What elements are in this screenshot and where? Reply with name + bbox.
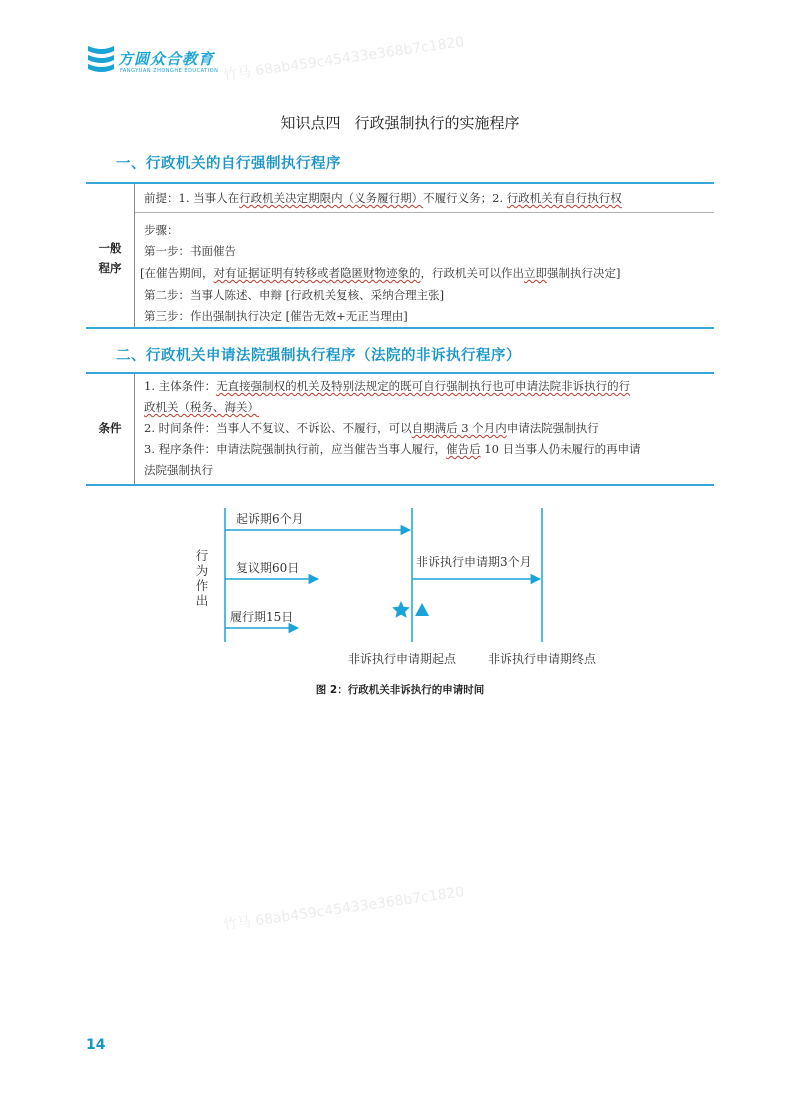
section2-condition-3-cont: 法院强制执行 <box>144 463 213 477</box>
timeline-diagram <box>0 500 800 670</box>
section2-condition-3: 3. 程序条件：申请法院强制执行前，应当催告当事人履行，催告后 10 日当事人仍未履行的再申请 <box>144 442 641 456</box>
section1-step3: 第三步：作出强制执行决定 [催告无效+无正当理由] <box>144 309 408 323</box>
figure-caption: 图 2：行政机关非诉执行的申请时间 <box>315 684 485 696</box>
section2-condition-1-cont: 政机关（税务、海关） <box>144 400 259 414</box>
logo-mark-icon <box>86 42 116 78</box>
section2-top-rule <box>86 372 714 374</box>
section1-step1-note: [在催告期间，对有证据证明有转移或者隐匿财物迹象的，行政机关可以作出立即强制执行决定] <box>140 266 621 280</box>
section1-row-label-2: 程序 <box>98 261 122 275</box>
section2-condition-1: 1. 主体条件：无直接强制权的机关及特别法规定的既可自行强制执行也可申请法院非诉执行的行 <box>144 379 631 393</box>
section2-condition-2: 2. 时间条件：当事人不复议、不诉讼、不履行，可以自期满后 3 个月内申请法院强制执行 <box>144 421 599 435</box>
diagram-actor-label: 行为作出 <box>195 548 209 608</box>
section2-row-label: 条件 <box>98 421 122 435</box>
section1-row-divider <box>135 212 714 213</box>
start-label: 非诉执行申请期起点 <box>348 652 457 666</box>
performance-period-label: 履行期15日 <box>230 610 294 624</box>
litigation-period-label: 起诉期6个月 <box>236 512 304 526</box>
end-label: 非诉执行申请期终点 <box>488 652 597 666</box>
section1-row-label-1: 一般 <box>98 241 122 255</box>
triangle-icon <box>415 603 429 616</box>
section1-top-rule <box>86 182 714 184</box>
watermark-bottom: 竹马 68ab459c45433e368b7c1820 <box>222 884 466 934</box>
section1-bottom-rule <box>86 327 714 329</box>
page-number: 14 <box>86 1037 106 1053</box>
section2-bottom-rule <box>86 484 714 486</box>
section1-step1: 第一步：书面催告 <box>144 244 236 258</box>
section1-step2: 第二步：当事人陈述、申辩 [行政机关复核、采纳合理主张] <box>144 288 445 302</box>
nonlitigation-period-label: 非诉执行申请期3个月 <box>416 555 532 569</box>
title-label: 知识点四 <box>280 114 341 132</box>
section2-divider <box>134 374 135 484</box>
brand-subtitle: FANGYUAN ZHONGHE EDUCATION <box>120 68 219 74</box>
section1-heading: 一、行政机关的自行强制执行程序 <box>116 156 341 172</box>
section2-heading: 二、行政机关申请法院强制执行程序（法院的非诉执行程序） <box>116 348 521 364</box>
review-period-label: 复议期60日 <box>236 561 300 575</box>
page-title <box>0 112 800 133</box>
brand-logo <box>86 42 246 82</box>
star-icon <box>392 601 410 618</box>
section1-divider <box>134 184 135 327</box>
section1-steps-heading: 步骤： <box>144 223 179 237</box>
brand-name: 方圆众合教育 <box>118 50 215 68</box>
section1-premise: 前提：1. 当事人在行政机关决定期限内（义务履行期）不履行义务；2. 行政机关有自行执行权 <box>144 191 622 205</box>
watermark-top: 竹马 68ab459c45433e368b7c1820 <box>222 34 466 84</box>
title-text: 行政强制执行的实施程序 <box>354 114 520 132</box>
